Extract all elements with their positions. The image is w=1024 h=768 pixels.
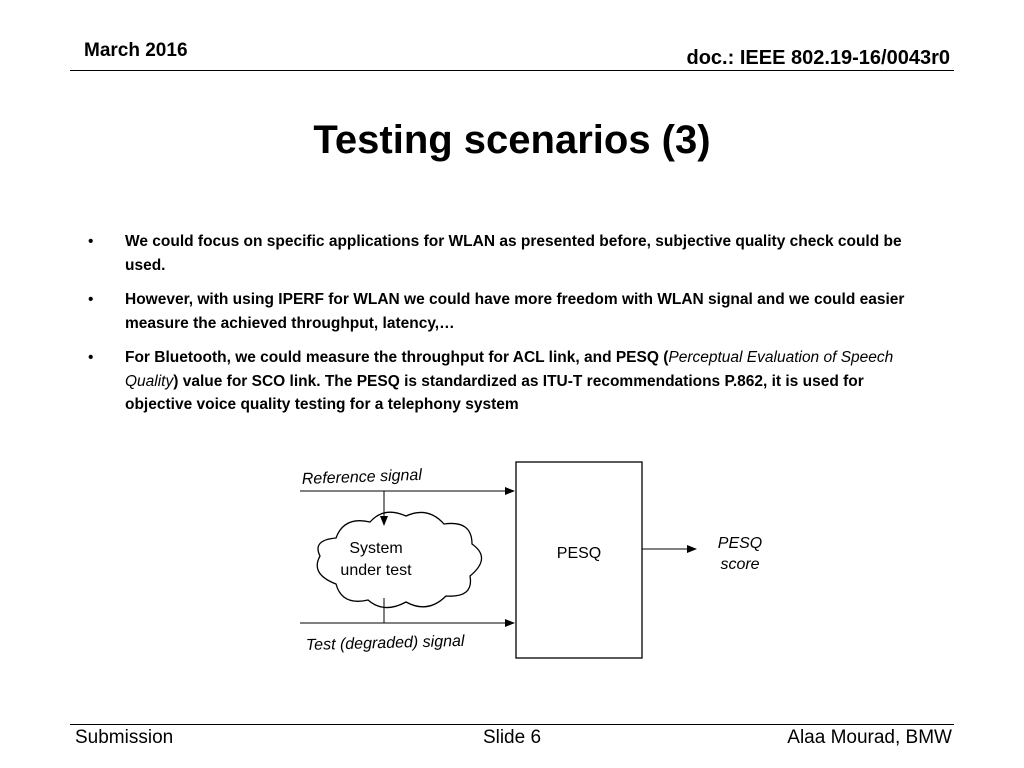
bullet-text-post: ) value for SCO link. The PESQ is standardized as ITU-T recommendations P.862, it is used for objective voice quality testing for a telephony system (125, 372, 864, 413)
header-divider (70, 70, 954, 71)
footer-submission: Submission (75, 727, 174, 748)
bullet-icon: • (88, 291, 94, 308)
pesq-box-label: PESQ (556, 545, 602, 562)
bullet-text-pre: For Bluetooth, we could measure the throughput for ACL link, and PESQ ( (125, 349, 669, 366)
footer-slide-number: Slide 6 (482, 727, 542, 748)
header-doc-id: doc.: IEEE 802.19-16/0043r0 (686, 47, 950, 69)
bullet-text: We could focus on specific applications for WLAN as presented before, subjective quality check could be used. (125, 233, 902, 274)
bullet-text-italic: Perceptual Evaluation of Speech Quality (125, 349, 894, 390)
bullet-list (86, 230, 912, 428)
test-signal-label: Test (degraded) signal (305, 632, 465, 654)
bullet-icon: • (88, 233, 94, 250)
header-date: March 2016 (84, 40, 188, 61)
pesq-diagram (296, 458, 786, 668)
system-label-line2: under test (340, 562, 412, 579)
reference-signal-label: Reference signal (301, 466, 423, 488)
system-label-line1: System (349, 540, 403, 557)
pesq-score-line2: score (720, 556, 760, 573)
slide-title: Testing scenarios (3) (313, 118, 711, 162)
bullet-item (86, 346, 912, 417)
bullet-text: However, with using IPERF for WLAN we could have more freedom with WLAN signal and we could easier measure the achieved throughput, latency,… (125, 291, 905, 332)
footer-author: Alaa Mourad, BMW (787, 727, 952, 748)
bullet-item (86, 230, 912, 277)
system-under-test-cloud (317, 512, 481, 607)
bullet-icon: • (88, 349, 94, 366)
bullet-item (86, 288, 912, 335)
footer-divider (70, 724, 954, 725)
pesq-score-line1: PESQ (717, 535, 763, 552)
